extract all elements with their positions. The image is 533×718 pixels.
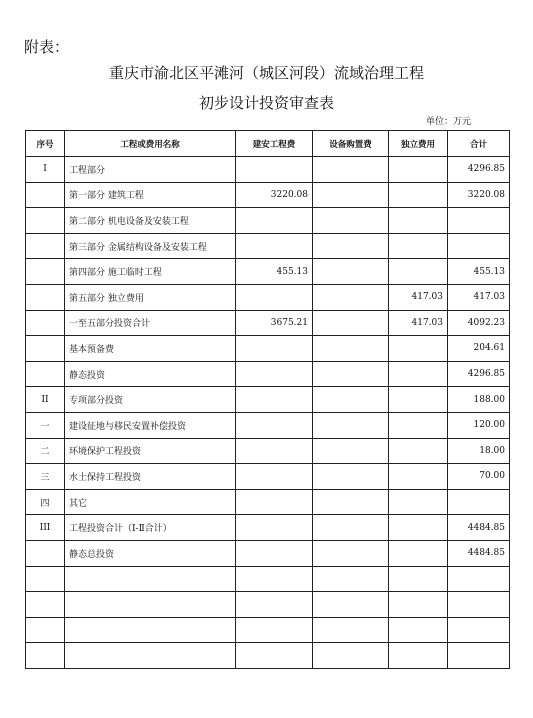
cell-construction xyxy=(236,387,313,413)
table-row xyxy=(26,617,510,643)
table-header-row xyxy=(26,131,510,157)
cell-index xyxy=(26,540,65,566)
table-row xyxy=(26,566,510,592)
cell-equipment xyxy=(313,617,389,643)
cell-total: 417.03 xyxy=(448,284,510,310)
cell-independent xyxy=(389,387,448,413)
cell-name: 第四部分 施工临时工程 xyxy=(65,259,236,285)
cell-equipment xyxy=(313,489,389,515)
cell-equipment xyxy=(313,157,389,183)
cell-construction xyxy=(236,489,313,515)
cell-construction xyxy=(236,566,313,592)
table-row xyxy=(26,643,510,669)
cell-total xyxy=(448,489,510,515)
cell-index xyxy=(26,259,65,285)
cell-name xyxy=(65,566,236,592)
column-header-name: 工程或费用名称 xyxy=(65,131,236,157)
table-row xyxy=(26,540,510,566)
cell-index xyxy=(26,284,65,310)
cell-independent xyxy=(389,361,448,387)
table-row xyxy=(26,157,510,183)
cell-name xyxy=(65,617,236,643)
document-title: 重庆市渝北区平滩河（城区河段）流域治理工程 xyxy=(108,64,424,82)
cell-total: 18.00 xyxy=(448,438,510,464)
cell-construction xyxy=(236,157,313,183)
cell-total: 120.00 xyxy=(448,412,510,438)
cell-name: 静态总投资 xyxy=(65,540,236,566)
cell-independent xyxy=(389,233,448,259)
column-header-independent: 独立费用 xyxy=(389,131,448,157)
cell-total: 70.00 xyxy=(448,464,510,490)
table-row xyxy=(26,182,510,208)
cell-construction xyxy=(236,643,313,669)
cell-construction: 3220.08 xyxy=(236,182,313,208)
cell-total xyxy=(448,233,510,259)
cell-name: 其它 xyxy=(65,489,236,515)
cell-name xyxy=(65,592,236,618)
cell-independent xyxy=(389,515,448,541)
table-row xyxy=(26,387,510,413)
cell-independent xyxy=(389,157,448,183)
cell-total: 4092.23 xyxy=(448,310,510,336)
cell-index xyxy=(26,182,65,208)
cell-total xyxy=(448,566,510,592)
column-header-construction: 建安工程费 xyxy=(236,131,313,157)
table-row xyxy=(26,592,510,618)
table-row xyxy=(26,284,510,310)
cell-construction xyxy=(236,208,313,234)
document-subtitle: 初步设计投资审查表 xyxy=(198,94,334,112)
cell-total: 4484.85 xyxy=(448,540,510,566)
cell-equipment xyxy=(313,361,389,387)
cell-index: I xyxy=(26,157,65,183)
cell-index: 一 xyxy=(26,412,65,438)
cell-independent xyxy=(389,617,448,643)
column-header-total: 合计 xyxy=(448,131,510,157)
table-row xyxy=(26,515,510,541)
cell-name xyxy=(65,643,236,669)
cell-equipment xyxy=(313,387,389,413)
cell-construction: 3675.21 xyxy=(236,310,313,336)
cell-index: II xyxy=(26,387,65,413)
cell-index xyxy=(26,643,65,669)
cell-name: 静态投资 xyxy=(65,361,236,387)
cell-equipment xyxy=(313,540,389,566)
cell-equipment xyxy=(313,643,389,669)
table-row xyxy=(26,489,510,515)
cell-equipment xyxy=(313,566,389,592)
cell-name: 建设征地与移民安置补偿投资 xyxy=(65,412,236,438)
cell-construction xyxy=(236,233,313,259)
cell-total: 3220.08 xyxy=(448,182,510,208)
cell-name: 基本预备费 xyxy=(65,336,236,362)
cell-construction xyxy=(236,540,313,566)
cell-name: 一至五部分投资合计 xyxy=(65,310,236,336)
cell-independent xyxy=(389,489,448,515)
cell-equipment xyxy=(313,259,389,285)
cell-name: 第五部分 独立费用 xyxy=(65,284,236,310)
cell-independent xyxy=(389,566,448,592)
cell-name: 第二部分 机电设备及安装工程 xyxy=(65,208,236,234)
table-row xyxy=(26,259,510,285)
table-row xyxy=(26,233,510,259)
cell-construction xyxy=(236,284,313,310)
cell-equipment xyxy=(313,464,389,490)
cell-equipment xyxy=(313,233,389,259)
cell-total: 4296.85 xyxy=(448,157,510,183)
cell-construction xyxy=(236,361,313,387)
cell-equipment xyxy=(313,592,389,618)
column-header-index: 序号 xyxy=(26,131,65,157)
cell-name: 专项部分投资 xyxy=(65,387,236,413)
cell-independent xyxy=(389,336,448,362)
cell-equipment xyxy=(313,310,389,336)
cell-index: 二 xyxy=(26,438,65,464)
unit-label: 单位：万元 xyxy=(425,117,471,127)
cell-construction: 455.13 xyxy=(236,259,313,285)
cell-independent: 417.03 xyxy=(389,284,448,310)
cell-name: 工程部分 xyxy=(65,157,236,183)
cell-independent xyxy=(389,464,448,490)
table-row xyxy=(26,336,510,362)
cell-construction xyxy=(236,412,313,438)
cell-equipment xyxy=(313,182,389,208)
cell-equipment xyxy=(313,284,389,310)
cell-index xyxy=(26,361,65,387)
cell-equipment xyxy=(313,438,389,464)
cell-independent xyxy=(389,592,448,618)
cell-total xyxy=(448,643,510,669)
cell-independent xyxy=(389,438,448,464)
cell-index: 三 xyxy=(26,464,65,490)
cell-total: 4296.85 xyxy=(448,361,510,387)
cell-index xyxy=(26,592,65,618)
cell-equipment xyxy=(313,336,389,362)
cell-construction xyxy=(236,464,313,490)
annex-label: 附表： xyxy=(24,38,70,56)
cell-name: 第一部分 建筑工程 xyxy=(65,182,236,208)
cell-total: 188.00 xyxy=(448,387,510,413)
table-row xyxy=(26,310,510,336)
cell-construction xyxy=(236,336,313,362)
cell-total xyxy=(448,617,510,643)
cell-name: 第三部分 金属结构设备及安装工程 xyxy=(65,233,236,259)
cell-equipment xyxy=(313,515,389,541)
cell-independent xyxy=(389,259,448,285)
cell-construction xyxy=(236,617,313,643)
cell-index: III xyxy=(26,515,65,541)
cell-independent xyxy=(389,643,448,669)
cell-name: 工程投资合计（Ⅰ-Ⅱ合计） xyxy=(65,515,236,541)
cell-index xyxy=(26,617,65,643)
cell-index xyxy=(26,566,65,592)
cell-name: 水土保持工程投资 xyxy=(65,464,236,490)
cell-name: 环境保护工程投资 xyxy=(65,438,236,464)
table-row xyxy=(26,412,510,438)
cell-index xyxy=(26,208,65,234)
cell-independent xyxy=(389,412,448,438)
cell-total xyxy=(448,592,510,618)
investment-table xyxy=(25,130,510,669)
table-row xyxy=(26,438,510,464)
cell-independent xyxy=(389,208,448,234)
table-row xyxy=(26,464,510,490)
column-header-equipment: 设备购置费 xyxy=(313,131,389,157)
cell-independent xyxy=(389,182,448,208)
cell-equipment xyxy=(313,412,389,438)
cell-index xyxy=(26,233,65,259)
cell-total xyxy=(448,208,510,234)
cell-total: 455.13 xyxy=(448,259,510,285)
cell-index: 四 xyxy=(26,489,65,515)
cell-index xyxy=(26,336,65,362)
cell-construction xyxy=(236,515,313,541)
table-row xyxy=(26,361,510,387)
cell-total: 4484.85 xyxy=(448,515,510,541)
table-body xyxy=(26,157,510,669)
cell-construction xyxy=(236,438,313,464)
cell-independent: 417.03 xyxy=(389,310,448,336)
cell-construction xyxy=(236,592,313,618)
table-row xyxy=(26,208,510,234)
cell-index xyxy=(26,310,65,336)
cell-equipment xyxy=(313,208,389,234)
cell-total: 204.61 xyxy=(448,336,510,362)
cell-independent xyxy=(389,540,448,566)
